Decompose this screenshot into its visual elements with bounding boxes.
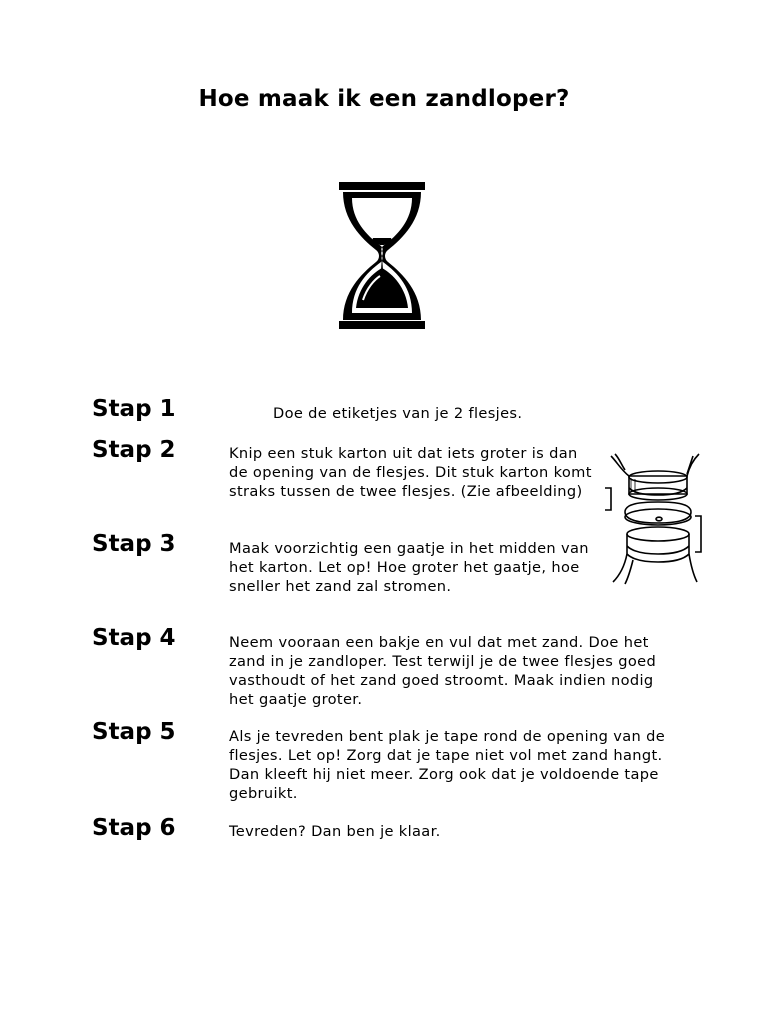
step-text: Doe de etiketjes van je 2 flesjes.	[273, 405, 523, 422]
step-label: Stap 5	[92, 719, 176, 745]
step-label: Stap 4	[92, 625, 176, 651]
step-label: Stap 6	[92, 815, 176, 841]
step-label: Stap 1	[92, 396, 176, 422]
step-text: Neem vooraan een bakje en vul dat met zand. Doe het zand in je zandloper. Test terwijl je de twee flesjes goed vasthoudt of het zand goed stroomt. Maak indien nodig het gaatje groter.	[229, 634, 657, 708]
hourglass-icon	[333, 180, 431, 332]
step-text: Als je tevreden bent plak je tape rond de opening van de flesjes. Let op! Zorg dat je tape niet vol met zand hangt. Dan kleeft hij niet meer. Zorg ook dat je voldoende tape gebruikt.	[229, 728, 666, 802]
step-label: Stap 3	[92, 531, 176, 557]
step-text: Tevreden? Dan ben je klaar.	[229, 823, 441, 840]
bottles-with-cardboard-illustration	[603, 448, 703, 588]
page-title: Hoe maak ik een zandloper?	[198, 86, 570, 112]
step-text: Knip een stuk karton uit dat iets groter is dan de opening van de flesjes. Dit stuk karton komt straks tussen de twee flesjes. (Zie afbeelding)	[229, 445, 592, 500]
step-label: Stap 2	[92, 437, 176, 463]
step-text: Maak voorzichtig een gaatje in het midden van het karton. Let op! Hoe groter het gaatje, hoe sneller het zand zal stromen.	[229, 540, 589, 595]
